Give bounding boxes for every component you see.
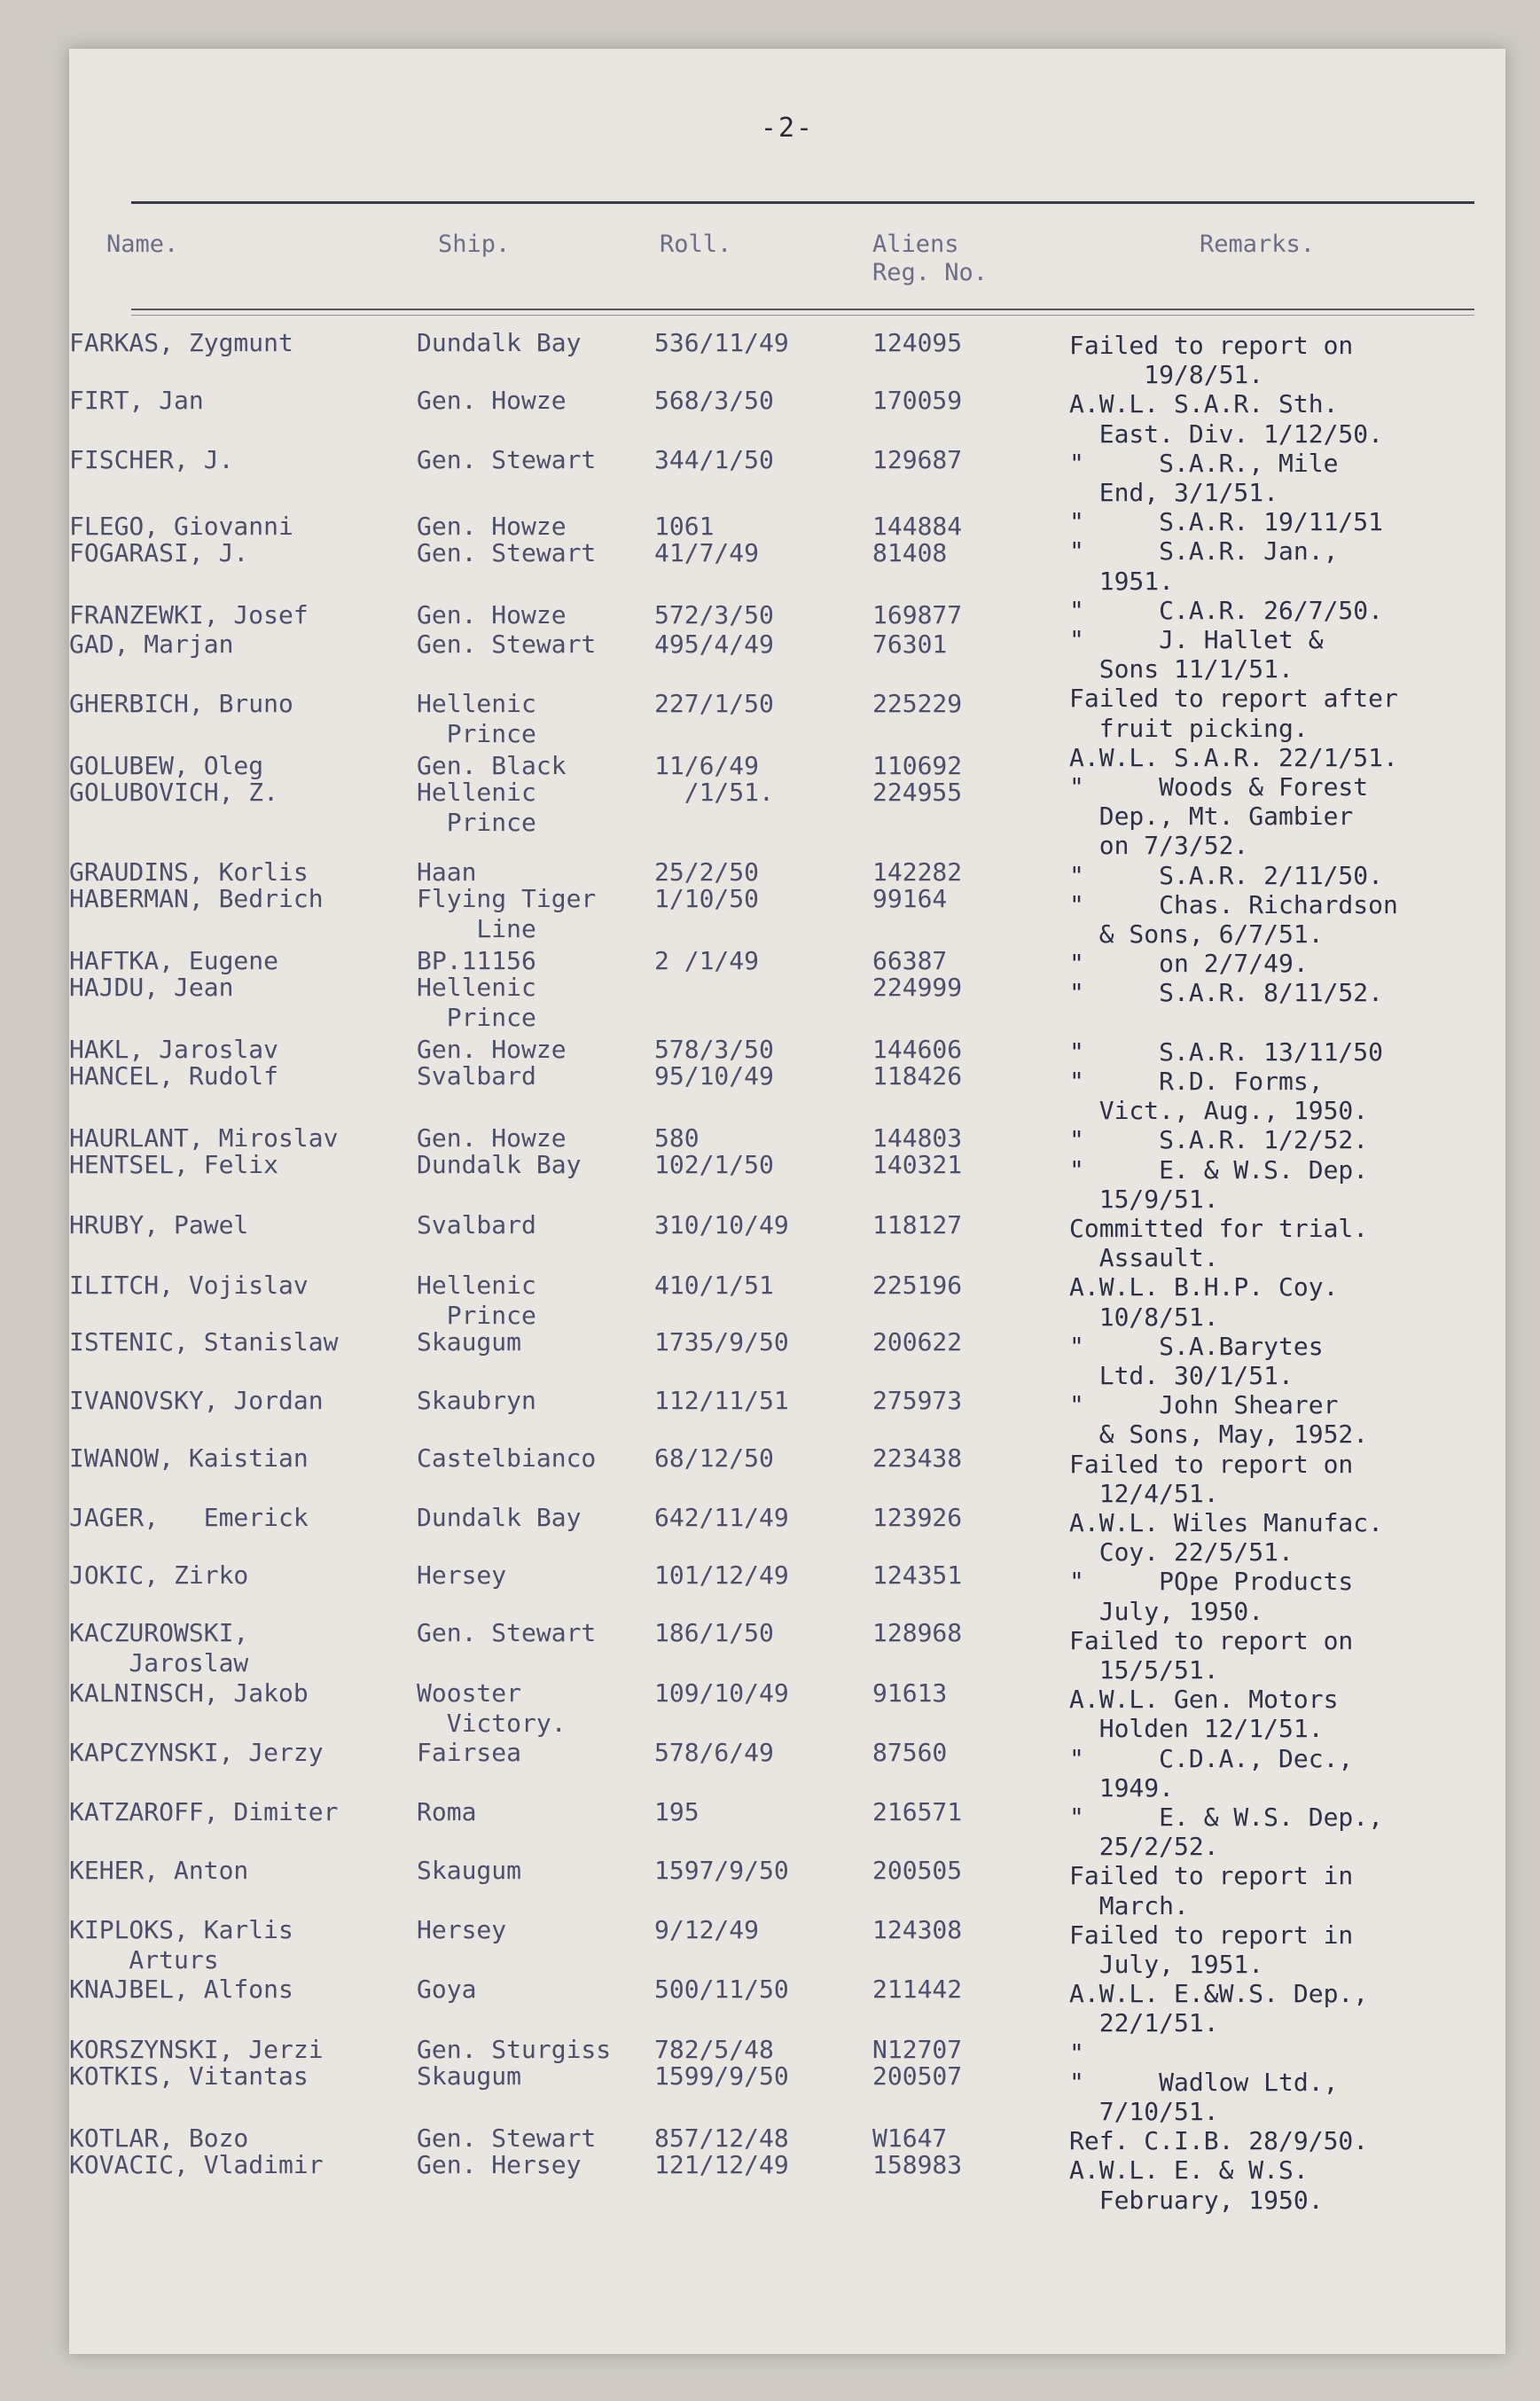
cell-name: FIRT, Jan	[69, 386, 204, 415]
header-rule-bottom	[131, 309, 1474, 310]
cell-name: GHERBICH, Bruno	[69, 689, 293, 718]
cell-roll: 580	[654, 1123, 700, 1153]
cell-name: HAFTKA, Eugene	[69, 946, 279, 975]
cell-name: HRUBY, Pawel	[69, 1210, 249, 1240]
remark-line: fruit picking.	[1069, 713, 1309, 743]
remark-line: Failed to report on	[1069, 1449, 1354, 1479]
remark-line: " R.D. Forms,	[1069, 1067, 1324, 1096]
remark-line: Ltd. 30/1/51.	[1069, 1361, 1294, 1390]
cell-aliens: 124308	[872, 1915, 963, 1944]
remark-line: " J. Hallet &	[1069, 625, 1324, 654]
remark-line: on 7/3/52.	[1069, 831, 1249, 861]
remark-line: Failed to report after	[1069, 684, 1398, 714]
remark-line: 15/5/51.	[1069, 1655, 1219, 1685]
cell-ship: Gen. Sturgiss	[417, 2035, 612, 2064]
cell-ship: Svalbard	[417, 1210, 536, 1240]
cell-ship: Gen. Stewart	[417, 1618, 597, 1647]
cell-roll: 112/11/51	[654, 1386, 789, 1415]
cell-aliens: 140321	[872, 1150, 963, 1179]
cell-aliens: 223438	[872, 1443, 963, 1473]
cell-ship: Gen. Hersey	[417, 2150, 582, 2179]
cell-name: HABERMAN, Bedrich	[69, 884, 324, 913]
cell-name: IVANOVSKY, Jordan	[69, 1386, 324, 1415]
cell-roll: 101/12/49	[654, 1560, 789, 1590]
cell-aliens: 224955	[872, 778, 963, 807]
cell-name: KIPLOKS, Karlis Arturs	[69, 1915, 293, 1975]
cell-aliens: 124351	[872, 1560, 963, 1590]
remark-line: " Wadlow Ltd.,	[1069, 2067, 1339, 2097]
cell-name: FRANZEWKI, Josef	[69, 600, 309, 630]
remark-line: " S.A.R. 8/11/52.	[1069, 978, 1384, 1008]
cell-ship: Wooster Victory.	[417, 1678, 567, 1738]
cell-aliens: 128968	[872, 1618, 963, 1647]
remark-line: " S.A.R. 19/11/51	[1069, 507, 1384, 537]
remark-line: 7/10/51.	[1069, 2097, 1219, 2126]
remark-line: July, 1951.	[1069, 1950, 1264, 1979]
cell-aliens: 129687	[872, 445, 963, 474]
cell-ship: Gen. Stewart	[417, 2123, 597, 2153]
cell-ship: Flying Tiger Line	[417, 884, 597, 943]
cell-aliens: 144606	[872, 1035, 963, 1064]
remark-line: Vict., Aug., 1950.	[1069, 1096, 1369, 1126]
cell-aliens: 224999	[872, 973, 963, 1002]
remark-line: " S.A.R. 2/11/50.	[1069, 860, 1384, 890]
cell-aliens: 211442	[872, 1975, 963, 2004]
remark-line: " Woods & Forest	[1069, 772, 1369, 802]
cell-name: FLEGO, Giovanni	[69, 512, 293, 541]
cell-roll: 25/2/50	[654, 857, 760, 887]
cell-name: JAGER, Emerick	[69, 1503, 309, 1532]
cell-aliens: 144884	[872, 512, 963, 541]
cell-ship: Gen. Black	[417, 751, 567, 780]
cell-name: ILITCH, Vojislav	[69, 1271, 309, 1300]
remark-line: Failed to report in	[1069, 1861, 1354, 1891]
cell-name: HANCEL, Rudolf	[69, 1061, 279, 1091]
remark-line: July, 1950.	[1069, 1596, 1264, 1626]
document-page	[69, 49, 1505, 2354]
cell-name: HAURLANT, Miroslav	[69, 1123, 339, 1153]
cell-ship: Goya	[417, 1975, 477, 2004]
cell-name: KOTKIS, Vitantas	[69, 2061, 309, 2091]
remark-line: Assault.	[1069, 1243, 1219, 1273]
cell-name: FISCHER, J.	[69, 445, 234, 474]
cell-name: GOLUBOVICH, Z.	[69, 778, 279, 807]
cell-aliens: 169877	[872, 600, 963, 630]
cell-name: GAD, Marjan	[69, 630, 234, 659]
header-rule-bottom-thin	[131, 315, 1474, 316]
cell-name: KORSZYNSKI, Jerzi	[69, 2035, 324, 2064]
cell-roll: 782/5/48	[654, 2035, 774, 2064]
remark-line: 12/4/51.	[1069, 1478, 1219, 1508]
table-row	[69, 538, 1089, 609]
cell-ship: Gen. Stewart	[417, 538, 597, 567]
cell-aliens: 118127	[872, 1210, 963, 1240]
remark-line: A.W.L. E.&W.S. Dep.,	[1069, 1979, 1369, 2009]
remark-line: " S.A.R., Mile	[1069, 448, 1339, 478]
cell-name: FARKAS, Zygmunt	[69, 328, 293, 357]
cell-roll: 344/1/50	[654, 445, 774, 474]
remark-line: " S.A.R. 1/2/52.	[1069, 1125, 1369, 1155]
cell-name: KATZAROFF, Dimiter	[69, 1797, 339, 1826]
cell-aliens: 225196	[872, 1271, 963, 1300]
cell-roll: 578/3/50	[654, 1035, 774, 1064]
cell-ship: Hersey	[417, 1560, 507, 1590]
remark-line: A.W.L. E. & W.S.	[1069, 2155, 1309, 2186]
remark-line: Coy. 22/5/51.	[1069, 1537, 1294, 1568]
cell-ship: Dundalk Bay	[417, 1503, 582, 1532]
cell-aliens: 200507	[872, 2061, 963, 2091]
column-header-aliens-reg-no: Aliens Reg. No.	[872, 231, 989, 286]
cell-ship: Gen. Stewart	[417, 445, 597, 474]
table-row	[69, 2061, 1089, 2132]
cell-ship: Skaubryn	[417, 1386, 536, 1415]
cell-roll: 102/1/50	[654, 1150, 774, 1179]
cell-ship: Skaugum	[417, 1327, 522, 1357]
cell-name: KACZUROWSKI, Jaroslaw	[69, 1618, 249, 1678]
cell-aliens: 118426	[872, 1061, 963, 1091]
header-rule-top	[131, 201, 1474, 204]
cell-roll: 857/12/48	[654, 2123, 789, 2153]
cell-roll: 1599/9/50	[654, 2061, 789, 2091]
remark-line: 22/1/51.	[1069, 2008, 1219, 2038]
column-header-roll: Roll.	[660, 231, 732, 258]
cell-roll: 109/10/49	[654, 1678, 789, 1708]
cell-roll: 568/3/50	[654, 386, 774, 415]
cell-ship: Gen. Howze	[417, 600, 567, 630]
cell-ship: Roma	[417, 1797, 477, 1826]
cell-roll: 410/1/51	[654, 1271, 774, 1300]
remark-line: End, 3/1/51.	[1069, 478, 1279, 507]
cell-ship: Skaugum	[417, 2061, 522, 2091]
cell-aliens: 142282	[872, 857, 963, 887]
cell-roll: 642/11/49	[654, 1503, 789, 1532]
page-number: -2-	[760, 113, 815, 144]
cell-ship: Hellenic Prince	[417, 1271, 536, 1330]
cell-name: KOTLAR, Bozo	[69, 2123, 249, 2153]
cell-aliens: 123926	[872, 1503, 963, 1532]
cell-name: KOVACIC, Vladimir	[69, 2150, 324, 2179]
cell-aliens: 216571	[872, 1797, 963, 1826]
cell-name: KAPCZYNSKI, Jerzy	[69, 1738, 324, 1767]
cell-roll: /1/51.	[654, 778, 774, 807]
remark-line: Ref. C.I.B. 28/9/50.	[1069, 2126, 1369, 2156]
table-row	[69, 778, 1089, 849]
remark-line: & Sons, 6/7/51.	[1069, 919, 1324, 949]
cell-ship: Castelbianco	[417, 1443, 597, 1473]
cell-aliens: 144803	[872, 1123, 963, 1153]
cell-name: HAJDU, Jean	[69, 973, 234, 1002]
remark-line: " S.A.Barytes	[1069, 1331, 1324, 1361]
column-header-ship: Ship.	[438, 231, 511, 258]
cell-roll: 2 /1/49	[654, 946, 760, 975]
cell-name: KEHER, Anton	[69, 1856, 249, 1885]
remark-line: A.W.L. Wiles Manufac.	[1069, 1508, 1384, 1537]
column-header-name: Name.	[106, 231, 179, 258]
cell-ship: Gen. Stewart	[417, 630, 597, 659]
cell-aliens: 124095	[872, 328, 963, 357]
table-row	[69, 884, 1089, 955]
cell-aliens: 158983	[872, 2150, 963, 2179]
remark-line: " S.A.R. Jan.,	[1069, 536, 1339, 567]
remark-line: 15/9/51.	[1069, 1184, 1219, 1214]
cell-roll: 536/11/49	[654, 328, 789, 357]
remark-line: Dep., Mt. Gambier	[1069, 802, 1354, 832]
cell-ship: BP.11156	[417, 946, 536, 975]
cell-aliens: 66387	[872, 946, 948, 975]
cell-name: GOLUBEW, Oleg	[69, 751, 264, 780]
remark-line: March.	[1069, 1890, 1189, 1920]
cell-aliens: N12707	[872, 2035, 963, 2064]
cell-roll: 572/3/50	[654, 600, 774, 630]
cell-aliens: 200505	[872, 1856, 963, 1885]
cell-ship: Gen. Howze	[417, 1035, 567, 1064]
cell-aliens: 200622	[872, 1327, 963, 1357]
remark-line: " S.A.R. 13/11/50	[1069, 1036, 1384, 1067]
remark-line: 19/8/51.	[1069, 360, 1264, 390]
cell-aliens: 91613	[872, 1678, 948, 1708]
cell-ship: Dundalk Bay	[417, 328, 582, 357]
remark-line: A.W.L. S.A.R. Sth.	[1069, 389, 1339, 419]
remark-line: Failed to report on	[1069, 331, 1354, 360]
remark-line: Holden 12/1/51.	[1069, 1714, 1324, 1744]
remark-line: A.W.L. S.A.R. 22/1/51.	[1069, 742, 1398, 772]
cell-aliens: 275973	[872, 1386, 963, 1415]
remark-line: Failed to report on	[1069, 1625, 1354, 1655]
cell-name: ISTENIC, Stanislaw	[69, 1327, 339, 1357]
cell-name: HAKL, Jaroslav	[69, 1035, 279, 1064]
cell-ship: Haan	[417, 857, 477, 887]
cell-name: GRAUDINS, Korlis	[69, 857, 309, 887]
remark-line: Sons 11/1/51.	[1069, 654, 1294, 684]
cell-name: IWANOW, Kaistian	[69, 1443, 309, 1473]
cell-roll: 500/11/50	[654, 1975, 789, 2004]
table-row	[69, 973, 1089, 1044]
remark-line: " E. & W.S. Dep.	[1069, 1154, 1369, 1185]
cell-ship: Gen. Howze	[417, 512, 567, 541]
table-row	[69, 1061, 1089, 1132]
cell-ship: Hellenic Prince	[417, 973, 536, 1032]
column-header-remarks: Remarks.	[1200, 231, 1316, 258]
table-row	[69, 689, 1089, 760]
cell-aliens: 110692	[872, 751, 963, 780]
cell-ship: Gen. Howze	[417, 386, 567, 415]
cell-name: FOGARASI, J.	[69, 538, 249, 567]
cell-ship: Hellenic Prince	[417, 778, 536, 837]
remark-line: " Chas. Richardson	[1069, 889, 1398, 919]
cell-roll: 186/1/50	[654, 1618, 774, 1647]
cell-ship: Skaugum	[417, 1856, 522, 1885]
remark-line: " C.D.A., Dec.,	[1069, 1743, 1354, 1773]
cell-roll: 1/10/50	[654, 884, 760, 913]
cell-roll: 578/6/49	[654, 1738, 774, 1767]
remark-line: Committed for trial.	[1069, 1214, 1369, 1243]
cell-roll: 1061	[654, 512, 715, 541]
cell-roll: 41/7/49	[654, 538, 760, 567]
cell-roll: 95/10/49	[654, 1061, 774, 1091]
cell-ship: Gen. Howze	[417, 1123, 567, 1153]
cell-roll: 68/12/50	[654, 1443, 774, 1473]
cell-ship: Svalbard	[417, 1061, 536, 1091]
cell-aliens: 225229	[872, 689, 963, 718]
cell-name: KALNINSCH, Jakob	[69, 1678, 309, 1708]
remark-line: February, 1950.	[1069, 2185, 1324, 2215]
table-row	[69, 445, 1089, 516]
remark-line: " C.A.R. 26/7/50.	[1069, 595, 1384, 625]
cell-roll: 11/6/49	[654, 751, 760, 780]
remark-line: " E. & W.S. Dep.,	[1069, 1803, 1384, 1832]
cell-roll: 227/1/50	[654, 689, 774, 718]
cell-aliens: 87560	[872, 1738, 948, 1767]
cell-aliens: 81408	[872, 538, 948, 567]
remark-line: 1949.	[1069, 1772, 1175, 1803]
cell-ship: Dundalk Bay	[417, 1150, 582, 1179]
cell-aliens: 76301	[872, 630, 948, 659]
remark-line: A.W.L. B.H.P. Coy.	[1069, 1272, 1339, 1302]
cell-aliens: 99164	[872, 884, 948, 913]
cell-roll: 1735/9/50	[654, 1327, 789, 1357]
cell-roll: 121/12/49	[654, 2150, 789, 2179]
remark-line: 1951.	[1069, 566, 1175, 596]
cell-roll: 310/10/49	[654, 1210, 789, 1240]
remark-line: " on 2/7/49.	[1069, 949, 1309, 979]
cell-ship: Hellenic Prince	[417, 689, 536, 748]
cell-roll: 495/4/49	[654, 630, 774, 659]
remark-line: " John Shearer	[1069, 1390, 1339, 1420]
cell-aliens: 170059	[872, 386, 963, 415]
remark-line: A.W.L. Gen. Motors	[1069, 1685, 1339, 1715]
remark-line: 10/8/51.	[1069, 1302, 1219, 1332]
table-row	[69, 2150, 1089, 2221]
remark-line: East. Div. 1/12/50.	[1069, 418, 1384, 449]
cell-roll: 1597/9/50	[654, 1856, 789, 1885]
cell-roll: 9/12/49	[654, 1915, 760, 1944]
cell-name: JOKIC, Zirko	[69, 1560, 249, 1590]
remark-line: Failed to report in	[1069, 1920, 1354, 1950]
cell-name: KNAJBEL, Alfons	[69, 1975, 293, 2004]
cell-aliens: W1647	[872, 2123, 948, 2153]
remark-line: " POpe Products	[1069, 1567, 1354, 1597]
cell-name: HENTSEL, Felix	[69, 1150, 279, 1179]
remark-line: 25/2/52.	[1069, 1832, 1219, 1862]
remark-line: "	[1069, 2037, 1084, 2068]
cell-ship: Fairsea	[417, 1738, 522, 1767]
cell-roll: 195	[654, 1797, 700, 1826]
remark-line: & Sons, May, 1952.	[1069, 1419, 1369, 1450]
cell-ship: Hersey	[417, 1915, 507, 1944]
